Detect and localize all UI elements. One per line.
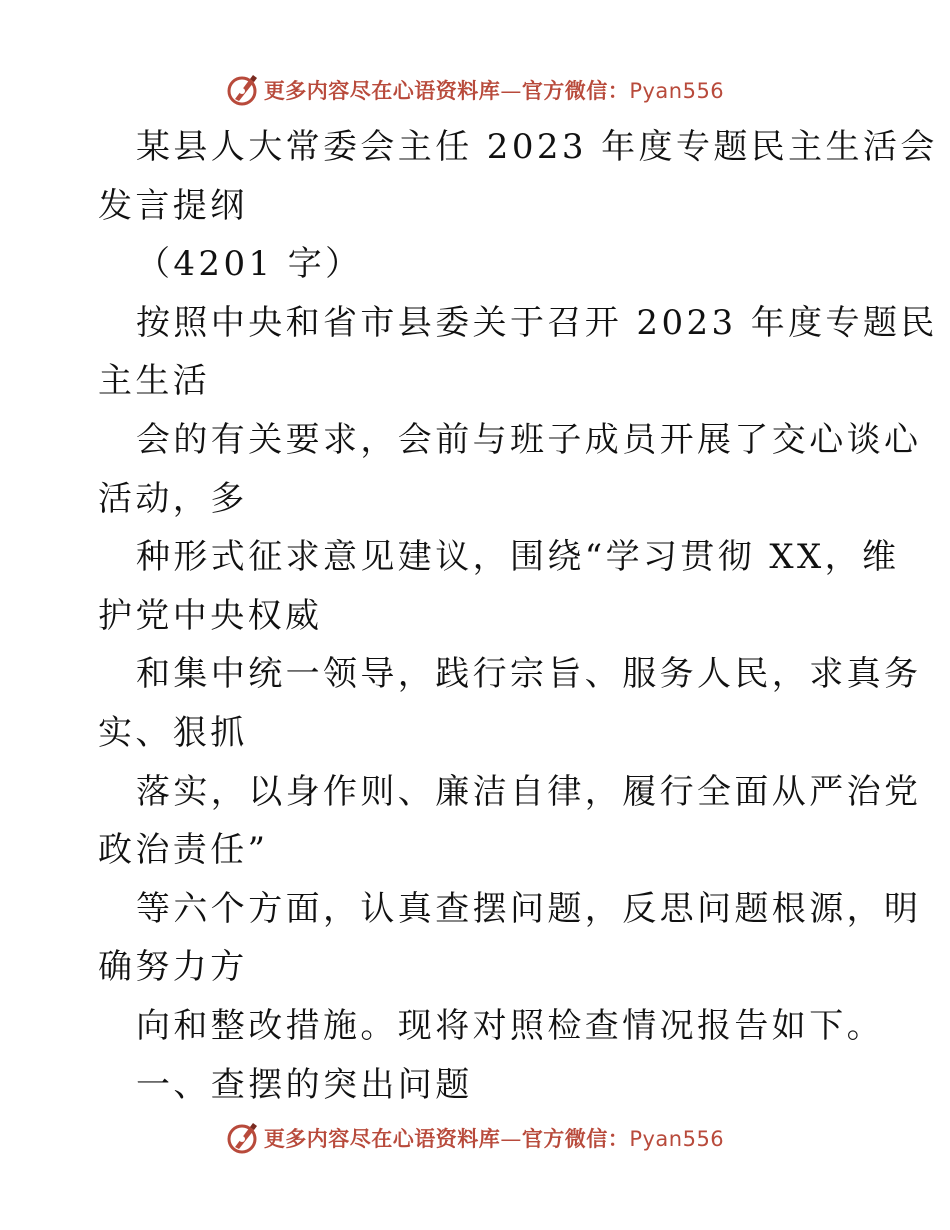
section-heading: 一、查摆的突出问题 <box>136 1064 473 1105</box>
watermark-text <box>264 1123 724 1153</box>
paragraph-line: 向和整改措施。现将对照检查情况报告如下。 <box>136 1005 884 1046</box>
paragraph-line: 按照中央和省市县委关于召开 2023 年度专题民 <box>136 302 938 343</box>
watermark-official: 官方微信： <box>521 1127 630 1151</box>
paragraph-line: 主生活 <box>98 361 211 402</box>
paragraph-line: 和集中统一领导，践行宗旨、服务人民，求真务 <box>136 654 922 695</box>
header-watermark <box>0 70 950 110</box>
footer-watermark <box>0 1118 950 1158</box>
paragraph-line: 种形式征求意见建议，围绕“学习贯彻 XX，维 <box>136 537 900 578</box>
paragraph-line: 活动，多 <box>98 478 248 519</box>
watermark-dash: — <box>500 1127 522 1151</box>
paragraph-line: 等六个方面，认真查摆问题，反思问题根源，明 <box>136 888 922 929</box>
watermark-wechat-id: Pyan556 <box>629 1127 725 1151</box>
paragraph-line: 政治责任” <box>98 830 269 871</box>
watermark-wechat-id: Pyan556 <box>629 79 725 103</box>
watermark-text <box>264 75 724 105</box>
watermark-site: 更多内容尽在心语资料库 <box>263 1127 501 1151</box>
watermark-site: 更多内容尽在心语资料库 <box>263 79 501 103</box>
pen-circle-logo-icon <box>226 1121 260 1155</box>
watermark-dash: — <box>500 79 522 103</box>
paragraph-line: 会的有关要求，会前与班子成员开展了交心谈心 <box>136 419 922 460</box>
document-body <box>98 118 938 1114</box>
paragraph-line: 确努力方 <box>98 947 248 988</box>
title-line-2: 发言提纲 <box>98 185 248 226</box>
watermark-official: 官方微信： <box>521 79 630 103</box>
paragraph-line: 落实，以身作则、廉洁自律，履行全面从严治党 <box>136 771 922 812</box>
pen-circle-logo-icon <box>226 73 260 107</box>
title-line-1: 某县人大常委会主任 2023 年度专题民主生活会 <box>136 127 938 167</box>
paragraph-line: 护党中央权威 <box>98 595 323 636</box>
word-count: （4201 字） <box>136 244 363 285</box>
paragraph-line: 实、狠抓 <box>98 712 248 753</box>
